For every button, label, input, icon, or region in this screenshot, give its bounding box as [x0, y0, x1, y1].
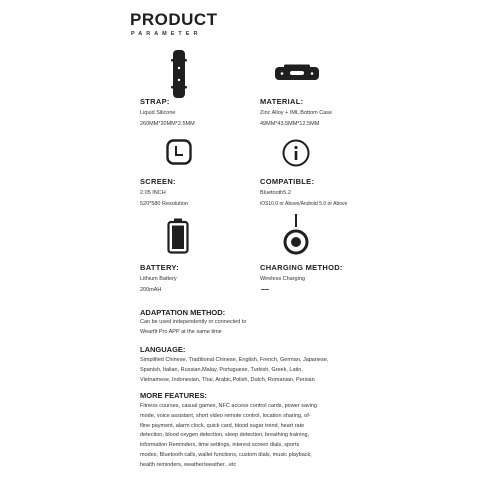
language-label: LANGUAGE:: [140, 345, 186, 354]
features-line: mode, voice assistant, short video remote control, location sharing, of-: [140, 412, 311, 419]
features-label: MORE FEATURES:: [140, 391, 207, 400]
watch-case-icon: [274, 64, 320, 82]
page-subtitle: PARAMETER: [131, 31, 202, 37]
features-line: information Reminders, time settings, interest screen dials, sports: [140, 442, 300, 449]
charging-type: Wireless Charging: [260, 276, 305, 282]
screen-resolution: 520*580 Resolution: [140, 201, 189, 207]
features-line: Fitness courses, casual games, NFC access control cards, power saving: [140, 403, 317, 409]
watch-strap-icon: [168, 50, 190, 98]
compatible-os: iOS10.0 or Above/Android 5.0 or Above: [260, 201, 348, 207]
wireless-charger-icon: [283, 214, 309, 260]
features-text: [140, 402, 355, 471]
features-line: modes, Bluetooth calls, wallet functions, custom dials, music playback,: [140, 451, 312, 458]
language-text: [140, 356, 355, 385]
features-line: detection, blood oxygen detection, sleep detection, breathing training,: [140, 432, 310, 439]
battery-icon: [167, 218, 189, 254]
language-line: Spanish, Italian, Russian,Malay, Portuguese, Turkish, Greek, Latin,: [140, 366, 303, 373]
language-line: Simplified Chinese, Traditional Chinese, English, French, German, Japanese,: [140, 357, 329, 363]
battery-label: BATTERY:: [140, 263, 179, 272]
adaptation-line: Wearfit Pro APP at the same time: [140, 328, 222, 335]
adaptation-label: ADAPTATION METHOD:: [140, 308, 226, 317]
material-composition: Zinc Alloy + IML Bottom Case: [260, 110, 333, 116]
screen-label: SCREEN:: [140, 177, 176, 186]
battery-capacity: 200mAH: [140, 287, 162, 293]
battery-type: Lithium Battery: [140, 276, 177, 282]
page-title: PRODUCT: [130, 10, 218, 29]
divider-dash: [261, 289, 269, 290]
charging-label: CHARGING METHOD:: [260, 263, 343, 272]
adaptation-line: Can be used independently or connected to: [140, 319, 247, 325]
compatible-bluetooth: Bluetooth5.2: [260, 190, 291, 196]
features-line: fline payment, alarm clock, quick card, blood sugar trend, heart rate: [140, 422, 305, 429]
features-line: health reminders, weather/weather...etc: [140, 461, 237, 468]
screen-size: 2.05 INCH: [140, 190, 166, 196]
material-size: 49MM*43.5MM*12.5MM: [260, 121, 320, 127]
strap-size: 260MM*20MM*2.5MM: [140, 121, 195, 127]
material-label: MATERIAL:: [260, 97, 304, 106]
adaptation-text: [140, 318, 355, 338]
clock-screen-icon: [166, 139, 192, 165]
language-line: Vietnamese, Indonesian, Thai, Arabic,Polish, Dutch, Romanian, Persian: [140, 376, 315, 383]
compatible-label: COMPATIBLE:: [260, 177, 315, 186]
strap-label: STRAP:: [140, 97, 170, 106]
info-icon: [282, 139, 310, 167]
strap-material: Liquid Silicone: [140, 110, 176, 116]
